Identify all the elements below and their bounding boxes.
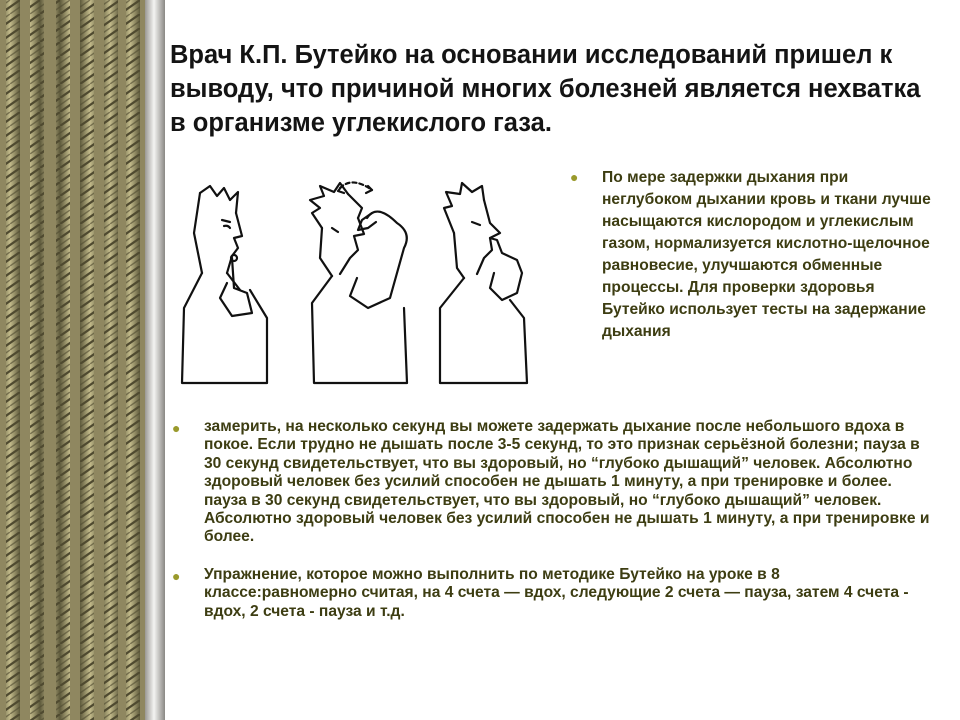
list-item xyxy=(172,566,937,621)
figure-hand-on-nose-icon xyxy=(310,182,407,383)
list-item xyxy=(570,167,940,343)
breathing-exercise-figures-icon xyxy=(172,178,562,388)
bullet-dot-icon: ● xyxy=(570,169,579,185)
slide-title: Врач К.П. Бутейко на основании исследований пришел к выводу, что причиной многих болезней является нехватка в организме углекислого газа. xyxy=(170,41,921,137)
list-item-text: замерить, на несколько секунд вы можете задержать дыхание после небольшого вдоха в покое. Если трудно не дышать после 3-5 секунд, то это признак серьёзной болезни; пауза в 30 секунд свидетельствует, что вы здоровый, но “глубоко дышащий” человек. Абсолютно здоровый человек без усилий способен не дышать 1 минуту, а при тренировке и более. пауза в 30 секунд свидетельствует, что вы здоровый, но “глубоко дышащий” человек. Абсолютно здоровый человек без усилий способен не дышать 1 минуту, а при тренировке и более. xyxy=(204,418,930,546)
list-item xyxy=(172,418,937,547)
decorative-border xyxy=(0,0,165,720)
twisted-rope-pattern xyxy=(0,0,165,720)
bullet-dot-icon: ● xyxy=(172,420,181,436)
list-item-text: Упражнение, которое можно выполнить по методике Бутейко на уроке в 8 классе:равномерно считая, на 4 счета — вдох, следующие 2 счета — пауза, затем 4 счета - вдох, 2 счета - пауза и т.д. xyxy=(204,566,909,620)
figure-pinching-nose-icon xyxy=(440,183,527,383)
bullet-dot-icon: ● xyxy=(172,568,181,584)
list-item-text: По мере задержки дыхания при неглубоком дыхании кровь и ткани лучше насыщаются кислородом и углекислым газом, нормализуется кислотно-щелочное равновесие, улучшаются обменные процессы. Для проверки здоровья Бутейко использует тесты на задержание дыхания xyxy=(602,169,931,340)
figure-finger-on-lips-icon xyxy=(182,186,267,383)
